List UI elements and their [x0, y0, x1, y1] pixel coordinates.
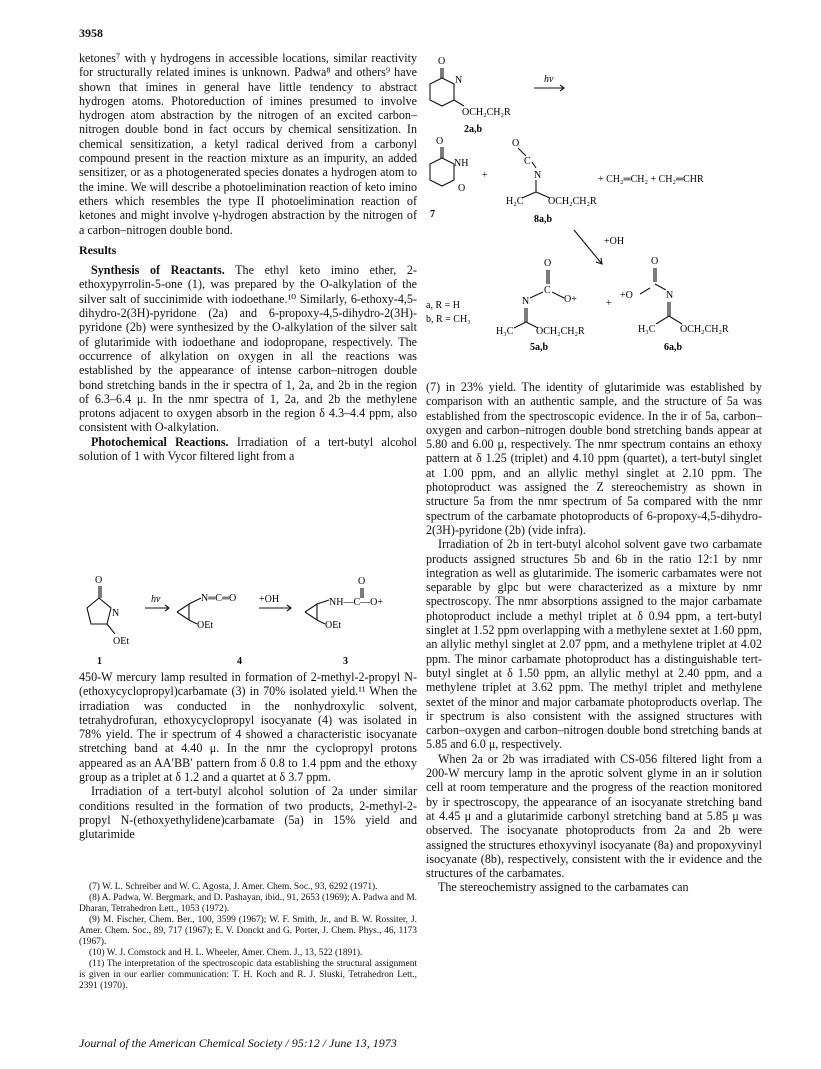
bond — [454, 100, 464, 106]
atom-label-o: O — [512, 138, 520, 149]
compound-label: 3 — [343, 656, 348, 667]
bond — [640, 288, 650, 294]
left-column-continued — [79, 670, 417, 842]
cyclopropyl-ring-4 — [177, 604, 189, 620]
imine-bond — [107, 624, 115, 634]
carbamate-label: NH—C—O+ — [329, 597, 383, 608]
paragraph: 450-W mercury lamp resulted in formation of 2-methyl-2-propyl N-(ethoxycyclopropyl)carbamate (3) in 70% isolated yield.¹¹ When the irradiation was conducted in the nonhydroxylic solvent, tetrahydrofuran, ethoxycyclopropyl isocyanate (4) was isolated in 78% yield. The ir spectrum of 4 showed a characteristic isocyanate stretching band at 4.40 μ. In the nmr the cyclopropyl protons appeared as an AA′BB′ pattern from δ 0.8 to 1.4 ppm and the ethoxy group as a triplet at δ 1.2 and a quartet at δ 3.7 ppm. — [79, 670, 417, 785]
ethoxy-label: OEt — [325, 620, 342, 631]
bond — [518, 148, 526, 156]
bond — [189, 620, 197, 624]
alkene-products: + CH₂═CH₂ + CH₂═CHR — [598, 174, 704, 185]
scheme-ethoxypyrrolinone — [79, 566, 417, 666]
atom-label-o: O — [438, 56, 446, 67]
ethoxy-label: OEt — [197, 620, 214, 631]
bond — [655, 284, 666, 290]
bond — [514, 322, 526, 328]
plus-sign: + — [482, 170, 488, 181]
page-number: 3958 — [79, 26, 103, 40]
ethoxy-label: OEt — [113, 636, 130, 647]
atom-label-o: O — [358, 576, 366, 587]
atom-label-n: N — [522, 296, 530, 307]
atom-label-c: C — [544, 285, 551, 296]
alkoxy-label: OCH₂CH₂R — [548, 196, 597, 207]
compound-label: 8a,b — [534, 214, 553, 225]
footnote: (9) M. Fischer, Chem. Ber., 100, 3599 (1967); W. F. Smith, Jr., and B. W. Rossiter, J. Amer. Chem. Soc., 89, 717 (1967); E. V. Donckt and G. Porter, J. Chem. Phys., 46, 1173 (1967). — [79, 915, 417, 947]
paragraph-text: Irradiation of a tert-butyl alcohol solution of 1 with Vycor filtered light from a — [79, 434, 417, 464]
section-heading-results: Results — [79, 242, 117, 257]
bond — [532, 162, 536, 168]
tbuo-label: O+ — [564, 294, 577, 305]
paragraph-text: The ethyl keto imino ether, 2-ethoxypyrrolin-5-one (1), was prepared by the O-alkylation of the silver salt of succinimide with iodoethane.¹⁰ Similarly, 6-ethoxy-4,5-dihydro-2(3H)-pyridone (2a) and 6-propoxy-4,5-dihydro-2(3H)-pyridone (2b) were synthesized by the O-alkylation of the silver salt of glutarimide with iodoethane and iodopropane, respectively. The occurrence of alkylation on oxygen in all the reactions was established by the appearance of intense carbon–nitrogen double bond stretching bands in the ir spectra of 1, 2a, and 2b in the region of 6.3–6.4 μ. In the nmr spectra of 1, 2a, and 2b the methylene protons adjacent to oxygen absorb in the region δ 4.3–4.4 ppm, also consistent with O-alkylation. — [79, 263, 418, 435]
footnote: (10) W. J. Comstock and H. L. Wheeler, Amer. Chem. J., 13, 522 (1891). — [89, 948, 363, 958]
paragraph: (7) in 23% yield. The identity of glutarimide was established by comparison with an authentic sample, and the structure of 5a was established from the spectroscopic evidence. In the ir of 5a, carbon–oxygen and carbon–nitrogen double bond stretching bands appear at 5.80 and 6.00 μ, respectively. The nmr spectrum contains an ethoxy pattern at δ 1.25 (triplet) and 4.10 ppm (quartet), a tert-butyl singlet at 1.00 ppm, and an allylic methyl singlet at 2.10 ppm. The photoproduct was assigned the Z stereochemistry as shown in structure 5a from the nmr spectrum of 5a compared with the nmr spectrum of the carbamate photoproducts of 6-propoxy-4,5-dihydro-2(3H)-pyridone (2b) (vide infra). — [426, 380, 762, 537]
ring-1 — [87, 598, 111, 624]
bond — [189, 598, 201, 604]
footnote: (8) A. Padwa, W. Bergmark, and D. Pashayan, ibid., 91, 2653 (1969); A. Padwa and M. Dharan, Tetrahedron Lett., 1053 (1972). — [79, 893, 417, 914]
compound-label: 5a,b — [530, 342, 549, 353]
reagent-label: +OH — [259, 594, 280, 605]
atom-label-n: N — [666, 290, 674, 301]
cyclopropyl-ring-3 — [305, 604, 317, 620]
paragraph: Irradiation of 2b in tert-butyl alcohol solvent gave two carbamate products assigned structures 5b and 6b in the ratio 12:1 by nmr integration as well as glutarimide. The isomeric carbamates were not separable by glpc but were characterized as a mixture by nmr spectroscopy. The nmr absorptions assigned to the major carbamate photoproduct include a methyl triplet at δ 0.94 ppm, a tert-butyl singlet at 1.52 ppm overlapping with a methylene sextet at 1.60 ppm, an allylic methyl singlet at 2.07 ppm, and a methylene triplet at 4.02 ppm. The minor carbamate photoproduct has a distinguishable tert-butyl singlet at δ 1.50 ppm, an allylic methyl at 2.40 ppm, and a methylene triplet at 3.62 ppm. The methyl triplet and methylene sextet of the minor and major carbamate photoproducts overlap. The ir spectrum is also consistent with the assigned structures with carbon–oxygen and carbon–nitrogen double bond stretching bands at 5.85 and 6.0 μ, respectively. — [426, 537, 762, 752]
methylene-label: H₂C — [506, 196, 524, 207]
atom-label-o: O — [95, 575, 103, 586]
alkoxy-label: OCH₂CH₂R — [680, 324, 729, 335]
footnote: (11) The interpretation of the spectroscopic data establishing the structural assignment is given in our earlier communication: T. H. Koch and R. J. Sluski, Tetrahedron Lett., 2391 (1970). — [79, 959, 417, 991]
runin-heading: Synthesis of Reactants. — [91, 263, 225, 278]
paragraph: Irradiation of a tert-butyl alcohol solution of 2a under similar conditions resulted in the formation of two products, 2-methyl-2-propyl N-(ethoxyethylidene)carbamate (5a) in 15% yield and glutarimide — [79, 784, 417, 842]
bond — [669, 316, 682, 324]
footnote: (7) W. L. Schreiber and W. C. Agosta, J. Amer. Chem. Soc., 93, 6292 (1971). — [89, 882, 378, 892]
right-column — [426, 380, 762, 895]
scheme-photoelimination — [426, 52, 766, 352]
bond — [656, 316, 669, 324]
r-definition: b, R = CH₃ — [426, 314, 471, 325]
hv-label: hν — [544, 74, 554, 85]
methyl-label: H₃C — [638, 324, 656, 335]
atom-label-o: O — [544, 258, 552, 269]
atom-label-o: O — [436, 136, 444, 147]
atom-label-c: C — [524, 156, 531, 167]
alkoxy-label: OCH₂CH₂R — [536, 326, 585, 337]
compound-label: 1 — [97, 656, 102, 667]
atom-label-n: N — [455, 75, 463, 86]
tbuo-label: +O — [620, 290, 633, 301]
journal-footer: Journal of the American Chemical Society / 95:12 / June 13, 1973 — [79, 1036, 397, 1050]
compound-label: 2a,b — [464, 124, 483, 135]
compound-label: 7 — [430, 209, 435, 220]
atom-label-n: N — [112, 608, 120, 619]
bond — [552, 292, 564, 298]
paragraph: When 2a or 2b was irradiated with CS-056 filtered light from a 200-W mercury lamp in the aprotic solvent glyme in an ir solution cell at room temperature and the progress of the reaction monitored by ir spectroscopy, the appearance of an isocyanate stretching band at 4.45 μ and a glutarimide carbonyl stretching band at 5.85 μ was observed. The isocyanate photoproducts from 2a and 2b were assigned the structures ethoxyvinyl isocyanate (8a) and propoxyvinyl isocyanate (8b), respectively, consistent with the ir evidence and the structures of the carbamates. — [426, 751, 762, 881]
reaction-arrow — [574, 230, 602, 264]
compound-label: 4 — [237, 656, 242, 667]
ring-7 — [430, 158, 454, 186]
plus-sign: + — [606, 298, 612, 309]
atom-label-n: N — [534, 170, 542, 181]
atom-label-o: O — [458, 183, 466, 194]
bond — [522, 192, 536, 198]
paragraph: ketones⁷ with γ hydrogens in accessible locations, similar reactivity for structurally related imines is unknown. Padwa⁸ and others⁹ have shown that imines in general have little tendency to abstract hydrogen atoms. Photoreduction of imines presumed to involve hydrogen atom abstraction by the nitrogen of an excited carbon–nitrogen double bond in fact occurs by chemical sensitization. In chemical sensitization, a ketyl radical derived from a carbonyl compound present in the reaction mixture as an impurity, an added sensitizer, or as a photogenerated species donates a hydrogen atom to the imine. We will describe a photoelimination reaction of keto imino ethers which resembles the type II photoelimination reaction of ketones and might involve γ-hydrogen abstraction by the nitrogen of a carbon–nitrogen double bond. — [79, 51, 417, 237]
reagent-label: +OH — [604, 236, 625, 247]
compound-label: 6a,b — [664, 342, 683, 353]
left-column — [79, 51, 417, 463]
r-definition: a, R = H — [426, 300, 460, 311]
ring-2 — [430, 78, 454, 106]
isocyanate-label: N═C═O — [201, 593, 237, 604]
runin-heading: Photochemical Reactions. — [91, 434, 229, 449]
footnotes — [79, 882, 417, 992]
paragraph-synthesis — [79, 263, 417, 435]
bond — [317, 600, 329, 604]
alkoxy-label: OCH₂CH₂R — [462, 107, 511, 118]
atom-label-nh: NH — [454, 158, 469, 169]
paragraph-photochemical — [79, 435, 417, 464]
bond — [530, 292, 543, 298]
atom-label-o: O — [651, 256, 659, 267]
methyl-label: H₃C — [496, 326, 514, 337]
hv-label: hν — [151, 594, 161, 605]
paragraph: The stereochemistry assigned to the carbamates can — [438, 880, 689, 895]
bond — [317, 620, 325, 624]
